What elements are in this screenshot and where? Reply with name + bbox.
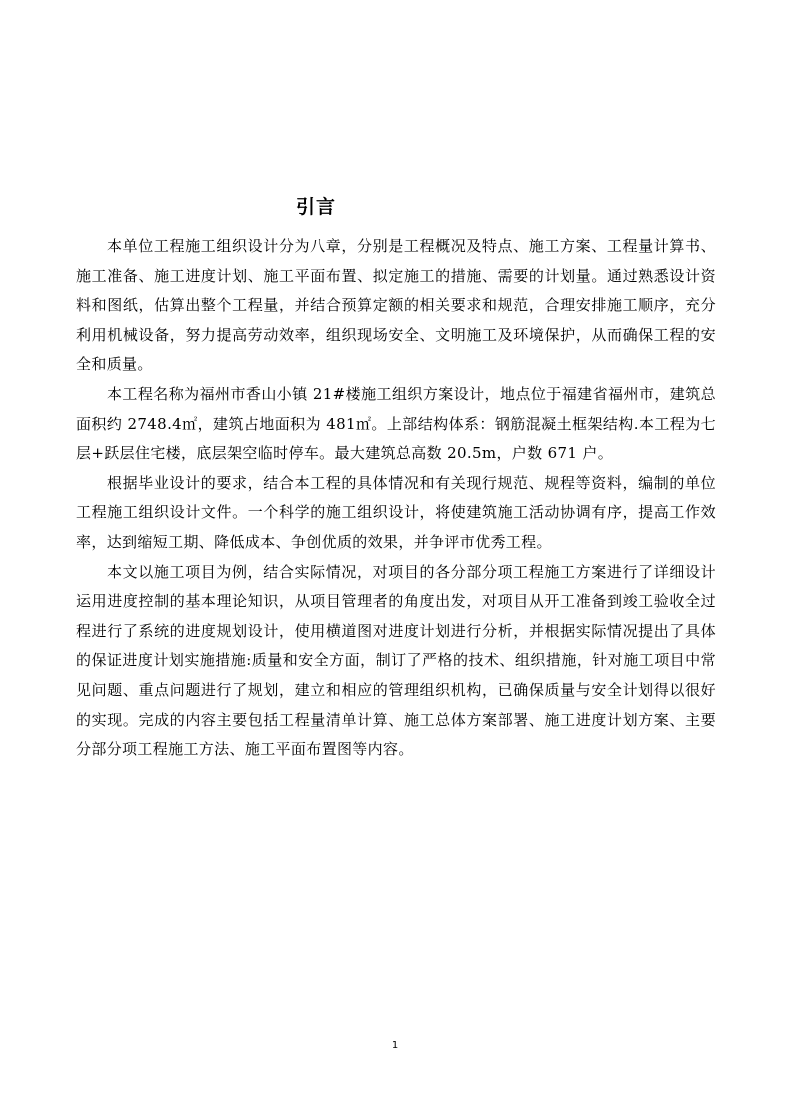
document-body <box>76 232 716 765</box>
paragraph-requirements: 根据毕业设计的要求，结合本工程的具体情况和有关现行规范、规程等资料，编制的单位工程施工组织设计文件。一个科学的施工组织设计，将使建筑施工活动协调有序，提高工作效率，达到缩短工期、降低成本、争创优质的效果，并争评市优秀工程。 <box>76 473 716 551</box>
page-number: 1 <box>391 1040 399 1051</box>
paragraph-project-info: 本工程名称为福州市香山小镇 21#楼施工组织方案设计，地点位于福建省福州市，建筑总面积约 2748.4㎡，建筑占地面积为 481㎡。上部结构体系：钢筋混凝土框架结构.本工程为七层+跃层住宅楼，底层架空临时停车。最大建筑总高数 20.5m，户数 671 户。 <box>76 384 716 463</box>
page-title: 引言 <box>295 196 336 218</box>
paragraph-summary: 本文以施工项目为例，结合实际情况，对项目的各分部分项工程施工方案进行了详细设计运用进度控制的基本理论知识，从项目管理者的角度出发，对项目从开工准备到竣工验收全过程进行了系统的进度规划设计，使用横道图对进度计划进行分析，并根据实际情况提出了具体的保证进度计划实施措施:质量和安全方面，制订了严格的技术、组织措施，针对施工项目中常见问题、重点问题进行了规划，建立和相应的管理组织机构，已确保质量与安全计划得以很好的实现。完成的内容主要包括工程量清单计算、施工总体方案部署、施工进度计划方案、主要分部分项工程施工方法、施工平面布置图等内容。 <box>76 562 716 759</box>
paragraph-overview: 本单位工程施工组织设计分为八章，分别是工程概况及特点、施工方案、工程量计算书、施工准备、施工进度计划、施工平面布置、拟定施工的措施、需要的计划量。通过熟悉设计资料和图纸，估算出整个工程量，并结合预算定额的相关要求和规范，合理安排施工顺序，充分利用机械设备，努力提高劳动效率，组织现场安全、文明施工及环境保护，从而确保工程的安全和质量。 <box>76 237 716 374</box>
